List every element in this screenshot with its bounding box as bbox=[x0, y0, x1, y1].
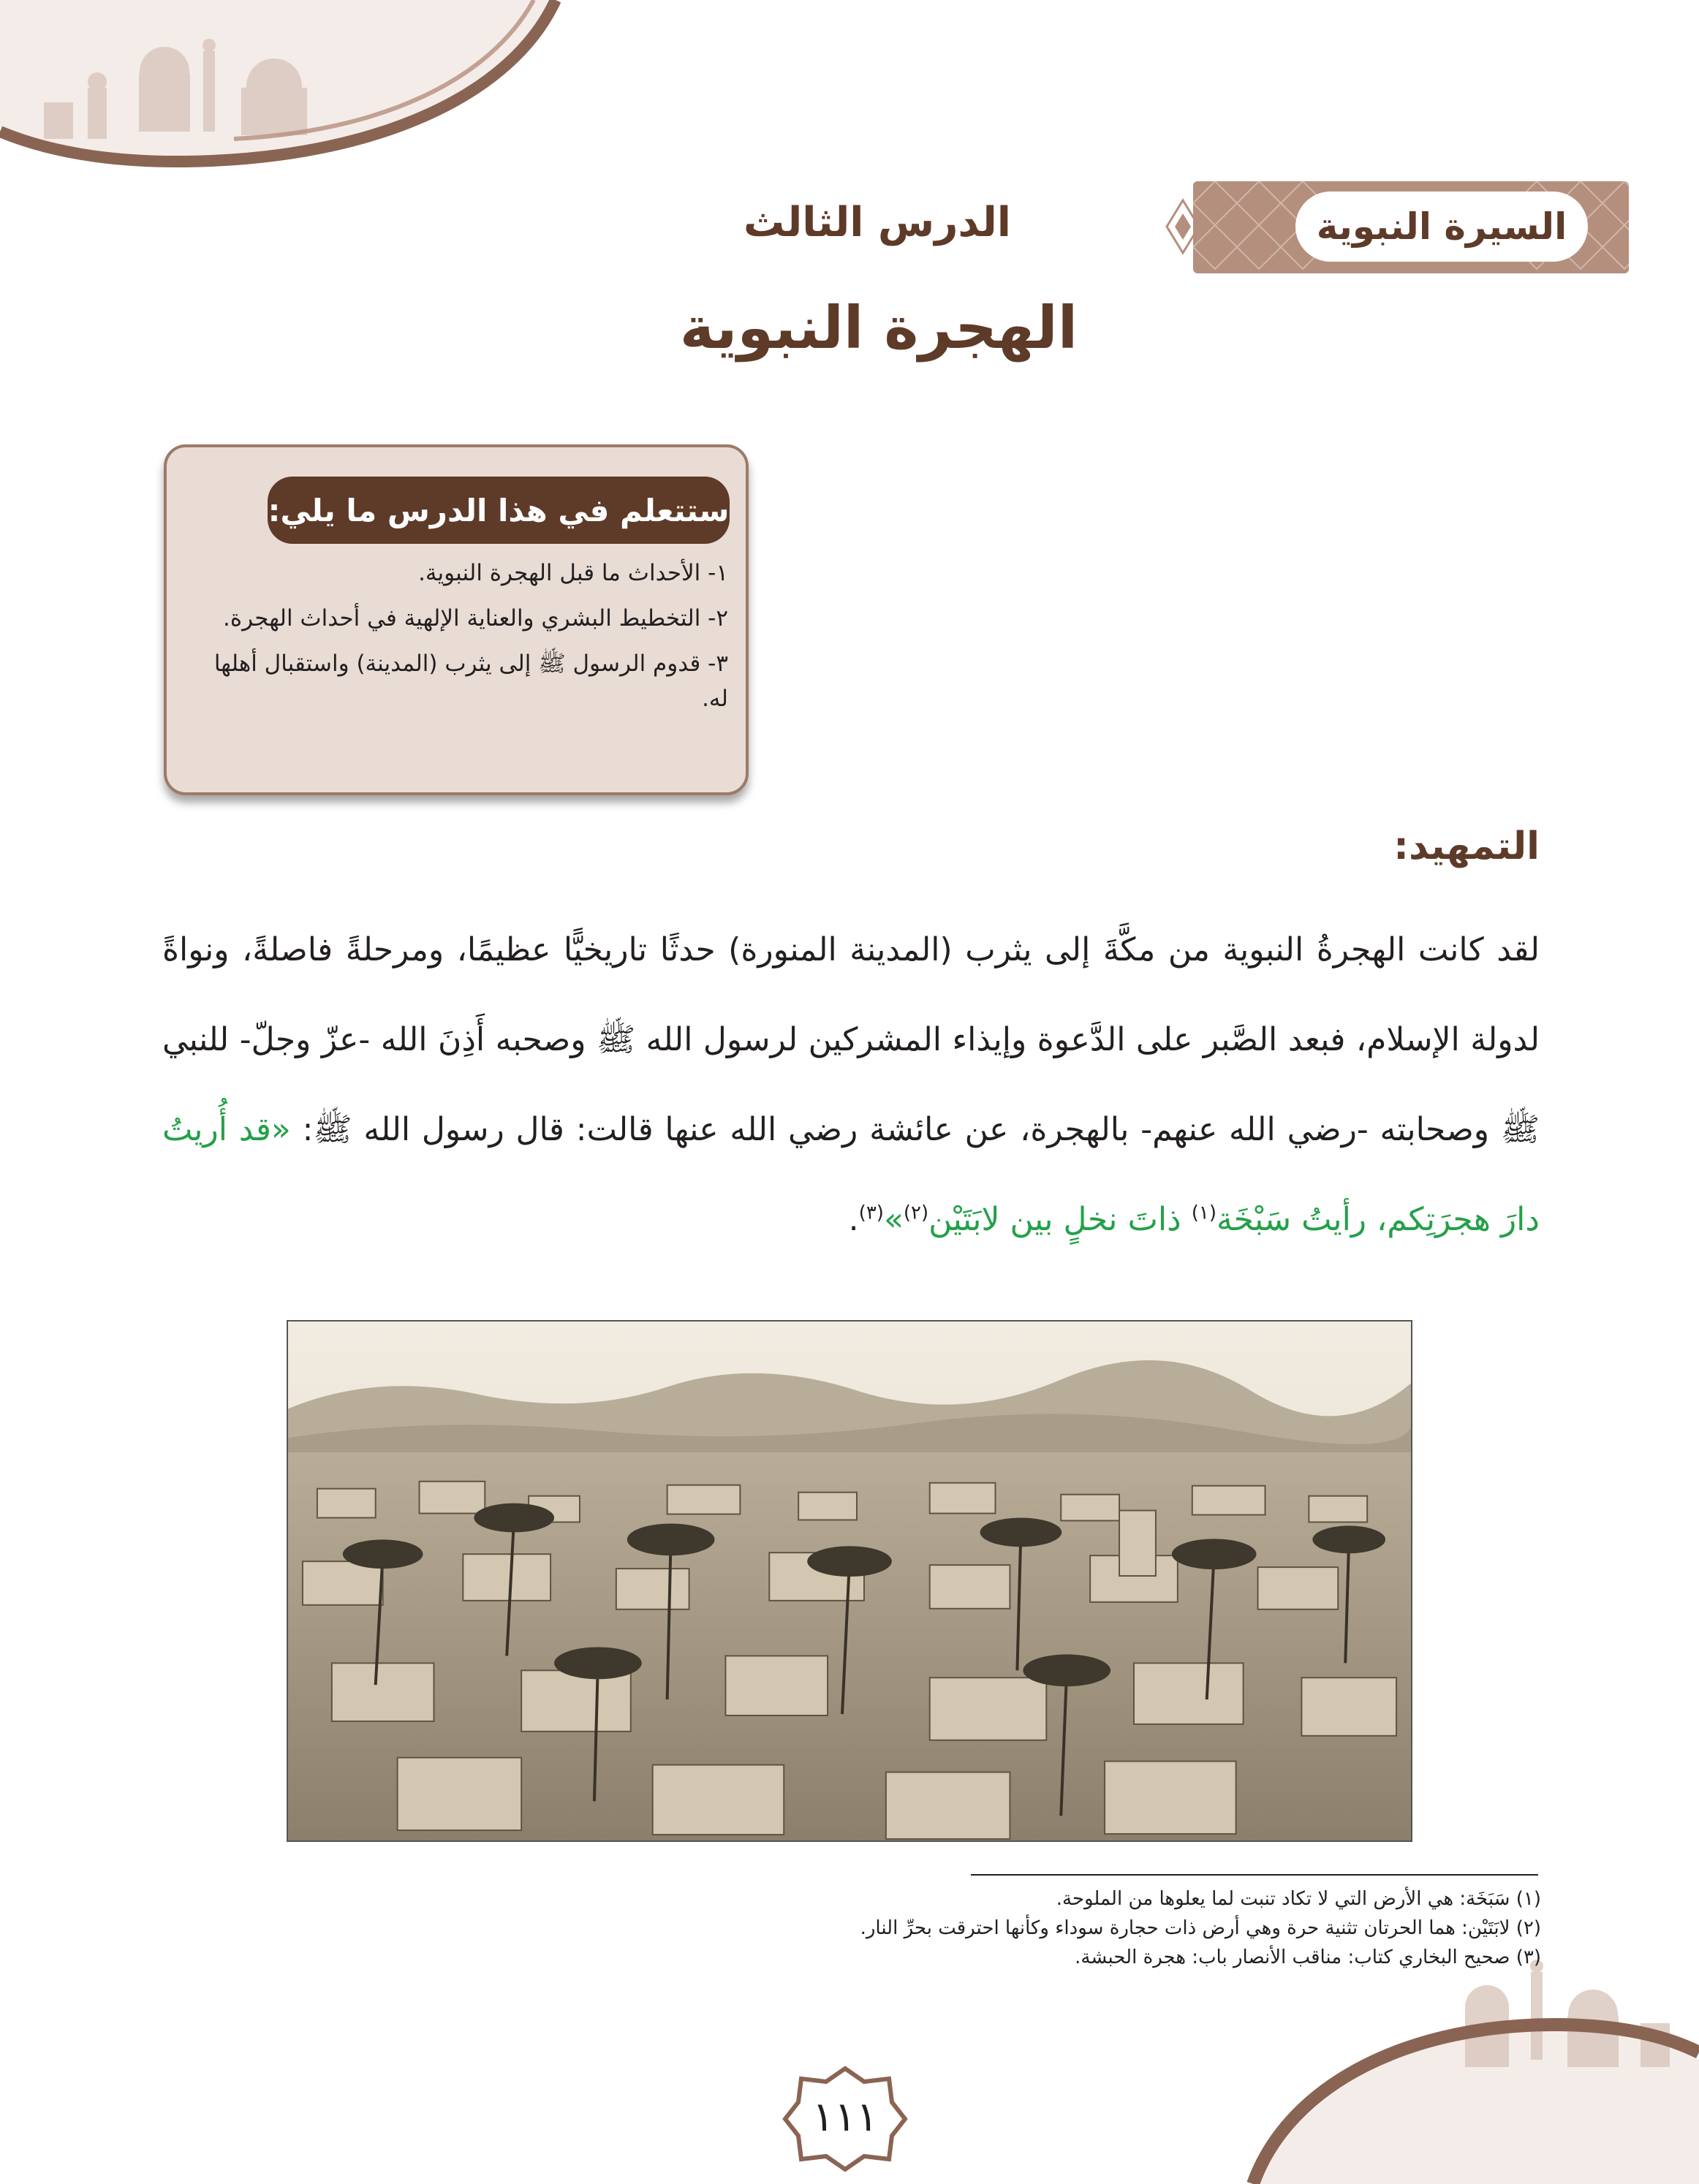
footnote-ref-2: (٢) bbox=[903, 1202, 929, 1224]
diamond-ornament-icon bbox=[1161, 197, 1205, 256]
page-number: ١١١ bbox=[811, 2093, 879, 2141]
footnote-item: (٢) لابَتَيْن: هما الحرتان تثنية حرة وهي أرض ذات حجارة سوداء وكأنها احترقت بحرِّ النار. bbox=[860, 1917, 1541, 1939]
intro-paragraph bbox=[162, 905, 1540, 1264]
hadith-quote-part1: «قد أُريتُ دارَ هجرَتِكم، رأيتُ سَبْخَة bbox=[162, 1111, 1540, 1238]
intro-text: لقد كانت الهجرةُ النبوية من مكَّةَ إلى يثرب (المدينة المنورة) حدثًا تاريخيًّا عظيمًا، ومرحلةً فاصلةً، ونواةً لدولة الإسلام، فبعد الصَّبر على الدَّعوة وإيذاء المشركين لرسول الله ﷺ وصحبه أَذِنَ الله -عزّ وجلّ- للنبي ﷺ وصحابته -رضي الله عنهم- بالهجرة، عن عائشة رضي الله عنها قالت: قال رسول الله ﷺ: bbox=[162, 931, 1540, 1148]
medina-illustration bbox=[287, 1320, 1412, 1842]
objective-item: ٢- التخطيط البشري والعناية الإلهية في أحداث الهجرة. bbox=[223, 605, 728, 632]
footnote-ref-3: (٣) bbox=[858, 1202, 884, 1224]
objectives-heading: ستتعلم في هذا الدرس ما يلي: bbox=[268, 477, 730, 544]
footnote-item: (١) سَبَخَة: هي الأرض التي لا تكاد تنبت لما يعلوها من الملوحة. bbox=[1056, 1888, 1541, 1910]
intro-end: . bbox=[848, 1201, 859, 1238]
hadith-quote-part2: ذاتَ نخلٍ بين لابَتَيْن bbox=[928, 1201, 1192, 1238]
footnote-ref-1: (١) bbox=[1191, 1202, 1216, 1224]
lesson-title: الهجرة النبوية bbox=[679, 294, 1078, 362]
top-corner-ornament bbox=[0, 0, 585, 197]
objectives-list bbox=[187, 556, 728, 727]
objective-item: ٣- قدوم الرسول ﷺ إلى يثرب (المدينة) واستقبال أهلها له. bbox=[213, 651, 728, 712]
footnotes bbox=[591, 1884, 1541, 1972]
bottom-corner-ornament bbox=[1231, 1943, 1699, 2184]
lesson-number: الدرس الثالث bbox=[743, 199, 1011, 246]
footnote-divider bbox=[971, 1874, 1538, 1876]
intro-heading: التمهيد: bbox=[1393, 824, 1540, 868]
hadith-quote-close: » bbox=[883, 1201, 904, 1238]
objective-item: ١- الأحداث ما قبل الهجرة النبوية. bbox=[418, 560, 728, 586]
footnote-item: (٣) صحيح البخاري كتاب: مناقب الأنصار باب: هجرة الحبشة. bbox=[1075, 1946, 1541, 1968]
subject-label: السيرة النبوية bbox=[1295, 192, 1588, 262]
